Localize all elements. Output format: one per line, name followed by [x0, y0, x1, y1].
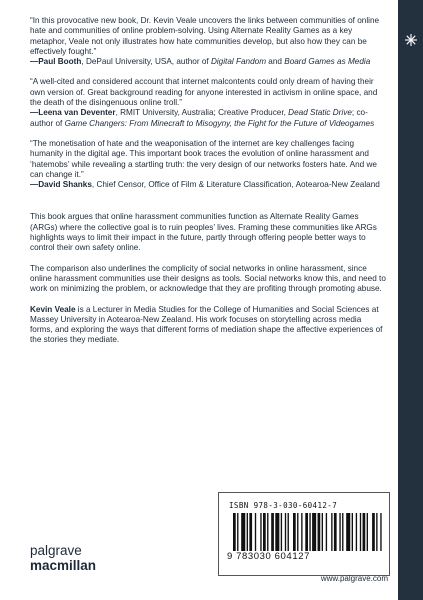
endorser-affiliation: , RMIT University, Australia; Creative Producer,	[115, 108, 289, 118]
publisher-url: www.palgrave.com	[320, 574, 388, 583]
connector-text: ; co-author of	[30, 108, 368, 128]
description-paragraph: The comparison also underlines the complicity of social networks in online harassment, since online harassment communities use their designs as tools. Social networks know this, and need to work on minimizing the problem, or acknowledge that they are profiting through promoting abuse.	[30, 263, 386, 294]
description-paragraph: This book argues that online harassment communities function as Alternate Reality Games (ARGs) where the collective goal is to ruin peoples’ lives. Framing these communities like ARGs highlights ways to limit their impact in the future, partly through offering people better ways to control their own safety online.	[30, 212, 377, 253]
endorser-work: Board Games as Media	[284, 57, 371, 67]
isbn-text: ISBN 978-3-030-60412-7	[229, 501, 338, 510]
endorser-name: Leena van Deventer	[38, 108, 116, 118]
endorser-affiliation: , Chief Censor, Office of Film & Literature Classification, Aotearoa-New Zealand	[91, 180, 380, 190]
author-bio	[30, 305, 386, 346]
publisher-line1: palgrave	[30, 543, 82, 558]
endorsement-quote	[30, 139, 386, 190]
endorser-name: Paul Booth	[38, 57, 82, 67]
connector-text: and	[266, 57, 285, 67]
endorsement-quote	[30, 16, 386, 67]
endorser-affiliation: , DePaul University, USA, author of	[81, 57, 211, 67]
dash: —	[30, 180, 39, 190]
quote-attribution	[30, 180, 386, 190]
quote-text: “A well-cited and considered account that internet malcontents could only dream of having their own version of. Great background reading for anyone interested in activism in online space, and the death of the disingenuous online troll.”	[30, 77, 378, 108]
quote-text: “In this provocative new book, Dr. Kevin Veale uncovers the links between communities of online hate and communities of online problem-solving. Using Alternate Reality Games as a key metaphor, Veale not only illustrates how hate communities develop, but also how they can be effectively fought.”	[30, 16, 380, 56]
back-cover-text	[30, 16, 386, 356]
dash: —	[30, 57, 39, 67]
dash: —	[30, 108, 39, 118]
endorser-work: Game Changers: From Minecraft to Misogyny, the Fight for the Future of Videogames	[64, 118, 375, 128]
author-bio-text: is a Lecturer in Media Studies for the College of Humanities and Social Sciences at Massey University in Aotearoa-New Zealand. His work focuses on storytelling across media forms, and exploring the ways that different forms of mediation shape the affective experiences of the stories they mediate.	[30, 304, 383, 345]
author-name: Kevin Veale	[30, 304, 76, 314]
quote-attribution	[30, 57, 386, 67]
publisher-line2: macmillan	[30, 558, 97, 573]
barcode-icon	[233, 513, 383, 551]
endorser-work: Dead Static Drive	[288, 108, 352, 118]
publisher-logo	[30, 543, 96, 573]
quote-attribution	[30, 108, 386, 129]
endorser-name: David Shanks	[38, 180, 92, 190]
palgrave-star-logo-icon	[404, 33, 418, 47]
endorser-work: Digital Fandom	[210, 57, 267, 67]
book-spine	[398, 0, 423, 600]
quote-text: “The monetisation of hate and the weaponisation of the internet are key challenges facing humanity in the digital age. This important book traces the evolution of online harassment and ‘hatemobs’ while revealing a startling truth: the very design of our networks fosters hate. And we can change it.”	[30, 138, 377, 179]
barcode-box	[218, 492, 390, 576]
endorsement-quote	[30, 77, 386, 128]
barcode-number: 9 783030 604127	[227, 551, 310, 562]
